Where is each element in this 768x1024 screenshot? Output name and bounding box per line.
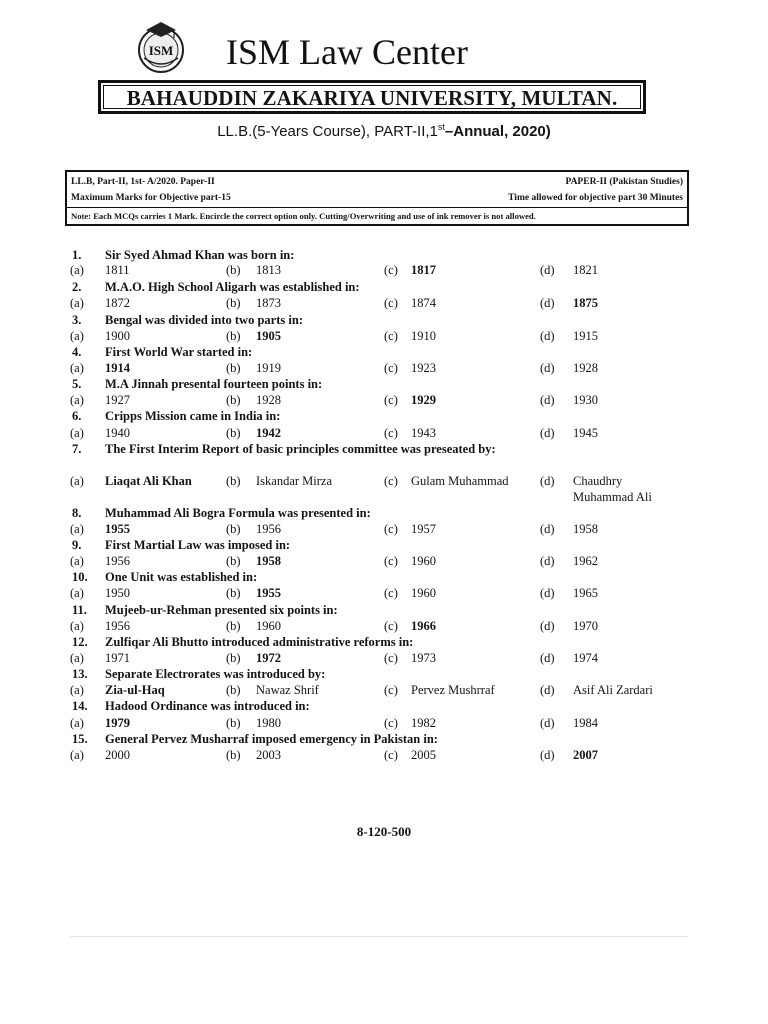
question-number: 5. [72,377,82,391]
option-label-a: (a) [70,474,84,488]
option-d[interactable]: 1821 [573,263,598,277]
option-label-d: (d) [540,361,555,375]
course-line [0,116,768,143]
option-b-correct[interactable]: 1905 [256,329,281,343]
question-text: First World War started in: [105,345,253,359]
paper-code-footer: 8-120-500 [356,824,412,839]
option-d[interactable]: 1930 [573,393,598,407]
question-text: One Unit was established in: [105,570,258,584]
option-a[interactable]: 1811 [105,263,130,277]
option-label-a: (a) [70,716,84,730]
option-label-b: (b) [226,651,241,665]
question-text: Cripps Mission came in India in: [105,409,281,423]
option-b[interactable]: 1960 [256,619,281,633]
option-d[interactable]: 1984 [573,716,598,730]
option-label-c: (c) [384,263,398,277]
option-b[interactable]: 2003 [256,748,281,762]
question-text: Zulfiqar Ali Bhutto introduced administrative reforms in: [105,635,414,649]
question-number: 10. [72,570,88,584]
option-b[interactable]: 1980 [256,716,281,730]
option-label-a: (a) [70,361,84,375]
option-c[interactable]: 1982 [411,716,436,730]
course-sup: st [437,122,445,132]
question-number: 13. [72,667,88,681]
question-text: M.A.O. High School Aligarh was established in: [105,280,360,294]
question-text: Mujeeb-ur-Rehman presented six points in: [105,603,338,617]
option-label-d: (d) [540,748,555,762]
option-label-b: (b) [226,683,241,697]
option-label-c: (c) [384,716,398,730]
time-allowed: Time allowed for objective part 30 Minutes [508,193,683,203]
question-number: 15. [72,732,88,746]
question-text: The First Interim Report of basic principles committee was preseated by: [105,442,496,456]
option-label-d: (d) [540,393,555,407]
option-label-a: (a) [70,554,84,568]
option-label-b: (b) [226,716,241,730]
option-label-c: (c) [384,361,398,375]
option-d-correct[interactable]: 2007 [573,748,598,762]
question-number: 6. [72,409,82,423]
option-label-b: (b) [226,619,241,633]
option-label-a: (a) [70,586,84,600]
option-c-correct[interactable]: 1817 [411,263,436,277]
question-text: M.A Jinnah presental fourteen points in: [105,377,323,391]
option-label-c: (c) [384,554,398,568]
option-label-a: (a) [70,296,84,310]
info-row-1 [71,176,683,188]
option-a[interactable]: 1927 [105,393,130,407]
question-number: 4. [72,345,82,359]
ism-logo [132,18,190,76]
option-label-d: (d) [540,651,555,665]
option-label-a: (a) [70,651,84,665]
option-d[interactable]: Asif Ali Zardari [573,683,653,697]
option-b[interactable]: 1813 [256,263,281,277]
option-a-correct[interactable]: Zia-ul-Haq [105,683,165,697]
option-a[interactable]: 1940 [105,426,130,440]
option-c[interactable]: 1923 [411,361,436,375]
option-label-a: (a) [70,263,84,277]
option-label-d: (d) [540,263,555,277]
option-b-correct[interactable]: 1942 [256,426,281,440]
option-label-c: (c) [384,474,398,488]
option-label-d: (d) [540,474,555,488]
question-text: Hadood Ordinance was introduced in: [105,699,310,713]
question-number: 9. [72,538,82,552]
question-text: Bengal was divided into two parts in: [105,313,303,327]
question-number: 3. [72,313,82,327]
option-label-c: (c) [384,426,398,440]
option-b-correct[interactable]: 1958 [256,554,281,568]
option-label-a: (a) [70,619,84,633]
option-label-c: (c) [384,586,398,600]
option-c[interactable]: Pervez Mushrraf [411,683,495,697]
option-b-correct[interactable]: 1955 [256,586,281,600]
question-number: 14. [72,699,88,713]
option-label-b: (b) [226,426,241,440]
option-c[interactable]: 1874 [411,296,436,310]
question-number: 7. [72,442,82,456]
option-label-d: (d) [540,619,555,633]
option-c[interactable]: 1943 [411,426,436,440]
question-number: 8. [72,506,82,520]
option-c[interactable]: 2005 [411,748,436,762]
option-label-b: (b) [226,361,241,375]
option-d-correct[interactable]: 1875 [573,296,598,310]
option-a[interactable]: 1956 [105,619,130,633]
option-b[interactable]: 1928 [256,393,281,407]
question-text: Muhammad Ali Bogra Formula was presented in: [105,506,371,520]
option-label-b: (b) [226,554,241,568]
option-label-a: (a) [70,393,84,407]
option-d[interactable]: 1965 [573,586,598,600]
option-label-c: (c) [384,619,398,633]
option-b[interactable]: 1873 [256,296,281,310]
question-text: Separate Electrorates was introduced by: [105,667,326,681]
option-label-d: (d) [540,296,555,310]
option-b[interactable]: 1919 [256,361,281,375]
option-a-correct[interactable]: 1955 [105,522,130,536]
exam-info-box [65,170,689,226]
option-d[interactable]: 1974 [573,651,598,665]
course-prefix: LL.B.(5-Years Course), PART-II,1 [217,123,438,140]
option-c[interactable]: 1973 [411,651,436,665]
option-a[interactable]: 1971 [105,651,130,665]
option-label-b: (b) [226,263,241,277]
option-label-b: (b) [226,586,241,600]
option-c-correct[interactable]: 1966 [411,619,436,633]
option-label-b: (b) [226,522,241,536]
option-label-a: (a) [70,748,84,762]
option-label-b: (b) [226,329,241,343]
question-text: General Pervez Musharraf imposed emergency in Pakistan in: [105,732,438,746]
option-c[interactable]: 1960 [411,554,436,568]
option-label-d: (d) [540,716,555,730]
option-a-correct[interactable]: 1979 [105,716,130,730]
option-label-b: (b) [226,748,241,762]
paper-title: PAPER-II (Pakistan Studies) [565,177,683,187]
option-label-a: (a) [70,683,84,697]
option-label-a: (a) [70,522,84,536]
option-c-correct[interactable]: 1929 [411,393,436,407]
question-number: 2. [72,280,82,294]
option-a[interactable]: 1956 [105,554,130,568]
option-a-correct[interactable]: 1914 [105,361,130,375]
option-label-d: (d) [540,426,555,440]
option-label-a: (a) [70,329,84,343]
option-d-line1[interactable]: Chaudhry [573,474,623,488]
option-b[interactable]: 1956 [256,522,281,536]
option-d[interactable]: 1958 [573,522,598,536]
option-d[interactable]: 1945 [573,426,598,440]
option-label-c: (c) [384,683,398,697]
option-label-b: (b) [226,474,241,488]
question-number: 11. [72,603,87,617]
info-row-2 [71,192,683,204]
option-label-a: (a) [70,426,84,440]
option-label-c: (c) [384,296,398,310]
option-c[interactable]: 1910 [411,329,436,343]
university-name: BAHAUDDIN ZAKARIYA UNIVERSITY, MULTAN. [103,85,641,109]
option-c[interactable]: Gulam Muhammad [411,474,509,488]
question-number: 1. [72,248,82,262]
option-a[interactable]: 1900 [105,329,130,343]
option-label-b: (b) [226,393,241,407]
paper-code: LL.B, Part-II, 1st- A/2020. Paper-II [71,177,215,187]
option-label-d: (d) [540,683,555,697]
option-c[interactable]: 1957 [411,522,436,536]
option-d-line2[interactable]: Muhammad Ali [573,490,652,504]
option-c[interactable]: 1960 [411,586,436,600]
svg-text:ISM: ISM [148,43,174,58]
option-label-c: (c) [384,748,398,762]
option-b-correct[interactable]: 1972 [256,651,281,665]
option-label-d: (d) [540,522,555,536]
option-label-c: (c) [384,329,398,343]
option-b[interactable]: Iskandar Mirza [256,474,333,488]
option-a[interactable]: 1872 [105,296,130,310]
option-label-b: (b) [226,296,241,310]
max-marks: Maximum Marks for Objective part-15 [71,193,231,203]
option-label-c: (c) [384,651,398,665]
option-label-c: (c) [384,393,398,407]
info-note: Note: Each MCQs carries 1 Mark. Encircle the correct option only. Cutting/Overwriting and use of ink remover is not allowed. [71,211,536,221]
university-box [98,80,646,114]
option-a[interactable]: 1950 [105,586,130,600]
option-label-d: (d) [540,329,555,343]
option-d[interactable]: 1928 [573,361,598,375]
option-b[interactable]: Nawaz Shrif [256,683,319,697]
option-d[interactable]: 1962 [573,554,598,568]
question-number: 12. [72,635,88,649]
option-d[interactable]: 1970 [573,619,598,633]
question-text: Sir Syed Ahmad Khan was born in: [105,248,295,262]
option-label-d: (d) [540,586,555,600]
center-name: ISM Law Center [226,32,468,72]
option-d[interactable]: 1915 [573,329,598,343]
option-label-d: (d) [540,554,555,568]
option-label-c: (c) [384,522,398,536]
option-a[interactable]: 2000 [105,748,130,762]
page-divider [70,936,688,937]
course-suffix: –Annual, 2020) [444,123,551,140]
info-divider [67,207,687,208]
question-text: First Martial Law was imposed in: [105,538,291,552]
option-a-correct[interactable]: Liaqat Ali Khan [105,474,192,488]
